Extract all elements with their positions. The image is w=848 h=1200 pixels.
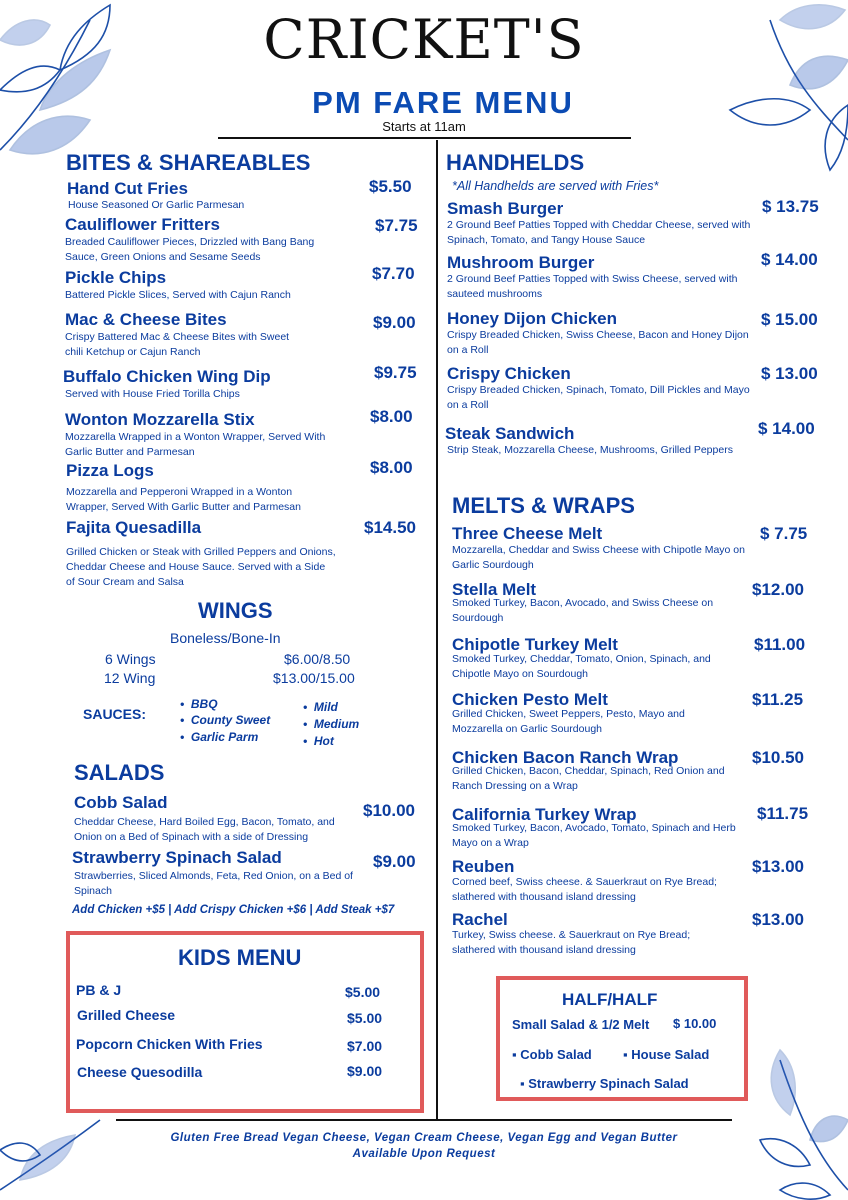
section-title-wings: WINGS: [198, 598, 273, 623]
kids-item-price: $5.00: [347, 1010, 383, 1026]
item-price: $9.00: [373, 852, 416, 871]
kids-item-name: Grilled Cheese: [77, 1007, 176, 1023]
divider-vertical: [436, 140, 438, 1120]
item-name: Chicken Pesto Melt: [452, 690, 608, 709]
item-name: Fajita Quesadilla: [66, 518, 202, 537]
wings-count-label: 6 Wings: [105, 651, 156, 667]
item-name: Mac & Cheese Bites: [65, 310, 227, 329]
item-description: Grilled Chicken, Bacon, Cheddar, Spinach, Red Onion and Ranch Dressing on a Wrap: [452, 765, 725, 792]
handhelds-note: *All Handhelds are served with Fries*: [452, 179, 659, 193]
item-name: Stella Melt: [452, 580, 537, 599]
item-name: Cauliflower Fritters: [65, 215, 220, 234]
item-name: Mushroom Burger: [447, 253, 595, 272]
sauce-option: • Hot: [303, 734, 334, 748]
divider-bottom: [116, 1119, 732, 1121]
item-description: Mozzarella, Cheddar and Swiss Cheese with Chipotle Mayo on Garlic Sourdough: [452, 544, 745, 571]
item-price: $12.00: [752, 580, 804, 599]
kids-item-name: Cheese Quesodilla: [77, 1064, 203, 1080]
item-description: Grilled Chicken or Steak with Grilled Peppers and Onions, Cheddar Cheese and House Sauce. Served with a Side of Sour Cream and Salsa: [66, 546, 336, 588]
half-half-price: $ 10.00: [673, 1016, 717, 1031]
item-name: Reuben: [452, 857, 515, 876]
item-description: Mozzarella and Pepperoni Wrapped in a Wonton Wrapper, Served With Garlic Butter and Parmesan: [66, 486, 301, 513]
item-description: Smoked Turkey, Cheddar, Tomato, Onion, Spinach, and Chipotle Mayo on Sourdough: [452, 653, 711, 680]
divider-top: [218, 137, 631, 139]
item-name: Wonton Mozzarella Stix: [65, 410, 255, 429]
item-description: Battered Pickle Slices, Served with Cajun Ranch: [65, 289, 291, 301]
item-price: $10.00: [363, 801, 415, 820]
item-price: $ 13.75: [762, 197, 819, 216]
item-description: Cheddar Cheese, Hard Boiled Egg, Bacon, Tomato, and Onion on a Bed of Spinach with a side of Dressing: [74, 816, 335, 843]
wings-price: $6.00/8.50: [284, 651, 351, 667]
sauce-option: • Mild: [303, 700, 338, 714]
item-price: $ 14.00: [758, 419, 815, 438]
item-name: Crispy Chicken: [447, 364, 571, 383]
section-title-bites: BITES & SHAREABLES: [66, 150, 311, 175]
item-price: $13.00: [752, 910, 804, 929]
footer-line: Gluten Free Bread Vegan Cheese, Vegan Cream Cheese, Vegan Egg and Vegan Butter: [170, 1132, 678, 1144]
sauce-option: • BBQ: [180, 697, 218, 711]
item-name: Hand Cut Fries: [67, 179, 188, 198]
half-option: ▪ Strawberry Spinach Salad: [520, 1076, 689, 1091]
item-description: Crispy Breaded Chicken, Swiss Cheese, Bacon and Honey Dijon on a Roll: [447, 329, 749, 356]
salad-addons: Add Chicken +$5 | Add Crispy Chicken +$6 | Add Steak +$7: [72, 904, 395, 916]
item-name: Buffalo Chicken Wing Dip: [63, 367, 271, 386]
kids-item-price: $9.00: [347, 1063, 383, 1079]
item-price: $ 15.00: [761, 310, 818, 329]
item-description: Breaded Cauliflower Pieces, Drizzled with Bang Bang Sauce, Green Onions and Sesame Seeds: [65, 236, 315, 263]
item-price: $ 7.75: [760, 524, 808, 543]
item-price: $11.75: [757, 804, 809, 823]
item-price: $10.50: [752, 748, 804, 767]
item-price: $11.25: [752, 690, 804, 709]
item-price: $ 14.00: [761, 250, 818, 269]
item-price: $14.50: [364, 518, 416, 537]
item-description: Smoked Turkey, Bacon, Avocado, and Swiss Cheese on Sourdough: [452, 597, 714, 624]
footer-line: Available Upon Request: [352, 1148, 496, 1160]
item-description: Corned beef, Swiss cheese. & Sauerkraut on Rye Bread; slathered with thousand island dressing: [452, 876, 717, 903]
item-price: $ 13.00: [761, 364, 818, 383]
kids-item-price: $5.00: [345, 984, 381, 1000]
item-description: Turkey, Swiss cheese. & Sauerkraut on Rye Bread; slathered with thousand island dressing: [452, 929, 691, 956]
kids-item-name: PB & J: [76, 982, 122, 998]
item-price: $5.50: [369, 177, 412, 196]
item-price: $9.00: [373, 313, 416, 332]
wings-count-label: 12 Wing: [104, 670, 156, 686]
footer-note: [0, 1130, 848, 1162]
sauce-option: • Garlic Parm: [180, 730, 259, 744]
item-price: $11.00: [754, 635, 806, 654]
menu-title: PM FARE MENU: [312, 85, 574, 120]
item-description: House Seasoned Or Garlic Parmesan: [68, 199, 245, 211]
item-description: Mozzarella Wrapped in a Wonton Wrapper, Served With Garlic Butter and Parmesan: [65, 431, 326, 458]
item-description: Smoked Turkey, Bacon, Avocado, Tomato, Spinach and Herb Mayo on a Wrap: [452, 822, 736, 849]
half-option: ▪ Cobb Salad: [512, 1047, 592, 1062]
item-description: Crispy Breaded Chicken, Spinach, Tomato, Dill Pickles and Mayo on a Roll: [447, 384, 750, 411]
section-title-salads: SALADS: [74, 760, 165, 785]
start-time: Starts at 11am: [382, 119, 466, 134]
wings-subtitle: Boneless/Bone-In: [170, 630, 281, 646]
sauce-option: • Medium: [303, 717, 360, 731]
item-name: Pickle Chips: [65, 268, 167, 287]
item-name: California Turkey Wrap: [452, 805, 637, 824]
kids-item-price: $7.00: [347, 1038, 383, 1054]
restaurant-logo: CRICKET'S: [263, 8, 585, 71]
item-price: $13.00: [752, 857, 804, 876]
wings-price: $13.00/15.00: [273, 670, 355, 686]
leaf-decoration-bottom-right-icon: [740, 1040, 848, 1200]
sauces-label: SAUCES:: [83, 706, 147, 722]
item-name: Steak Sandwich: [445, 424, 575, 443]
item-name: Three Cheese Melt: [452, 524, 603, 543]
item-price: $8.00: [370, 458, 413, 477]
item-description: 2 Ground Beef Patties Topped with Swiss Cheese, served with sauteed mushrooms: [447, 273, 738, 300]
item-name: Chicken Bacon Ranch Wrap: [452, 748, 679, 767]
item-price: $7.70: [372, 264, 415, 283]
item-description: Grilled Chicken, Sweet Peppers, Pesto, Mayo and Mozzarella on Garlic Sourdough: [452, 708, 685, 735]
section-title-handhelds: HANDHELDS: [446, 150, 585, 175]
item-name: Honey Dijon Chicken: [447, 309, 618, 328]
half-option: ▪ House Salad: [623, 1047, 710, 1062]
item-description: 2 Ground Beef Patties Topped with Cheddar Cheese, served with Spinach, Tomato, and Tangy House Sauce: [447, 219, 751, 246]
item-name: Smash Burger: [447, 199, 564, 218]
item-name: Pizza Logs: [66, 461, 154, 480]
item-name: Chipotle Turkey Melt: [452, 635, 618, 654]
sauce-option: • County Sweet: [180, 713, 271, 727]
item-name: Cobb Salad: [74, 793, 168, 812]
item-price: $8.00: [370, 407, 413, 426]
item-description: Crispy Battered Mac & Cheese Bites with Sweet chili Ketchup or Cajun Ranch: [65, 331, 290, 358]
item-description: Strip Steak, Mozzarella Cheese, Mushrooms, Grilled Peppers: [447, 444, 733, 456]
item-price: $9.75: [374, 363, 417, 382]
item-name: Strawberry Spinach Salad: [72, 848, 282, 867]
kids-item-name: Popcorn Chicken With Fries: [76, 1036, 263, 1052]
half-half-line: Small Salad & 1/2 Melt: [512, 1017, 650, 1032]
item-description: Strawberries, Sliced Almonds, Feta, Red Onion, on a Bed of Spinach: [74, 870, 353, 897]
item-name: Rachel: [452, 910, 508, 929]
section-title-half: HALF/HALF: [562, 990, 658, 1009]
item-description: Served with House Fried Torilla Chips: [65, 388, 240, 400]
section-title-kids: KIDS MENU: [178, 945, 302, 970]
section-title-melts: MELTS & WRAPS: [452, 493, 635, 518]
item-price: $7.75: [375, 216, 418, 235]
